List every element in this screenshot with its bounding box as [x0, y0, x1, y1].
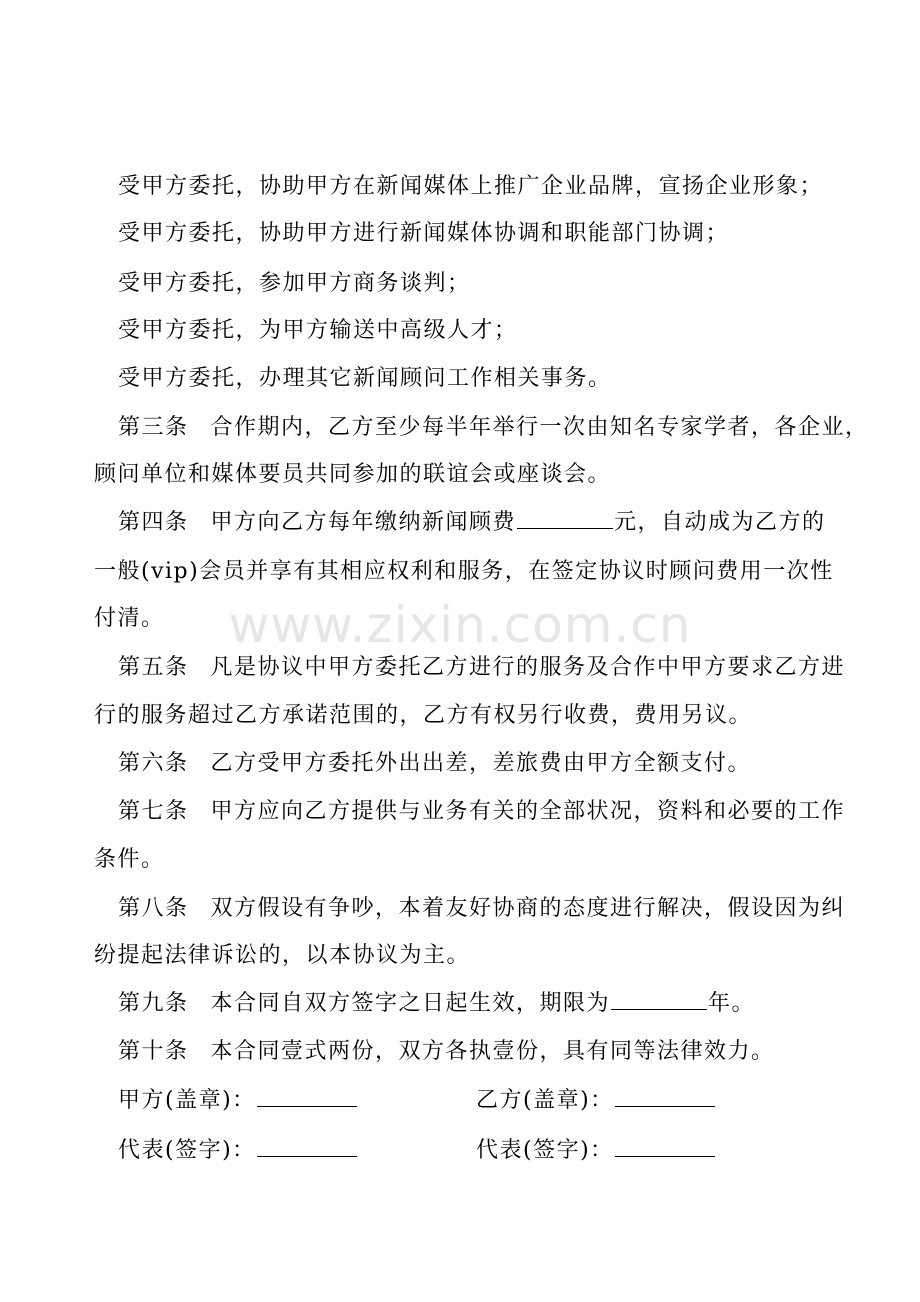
- party-b-seal-label: 乙方(盖章)：: [476, 1088, 614, 1113]
- article-4-line-3: 付清。: [94, 606, 165, 631]
- article-5-line-2: 行的服务超过乙方承诺范围的，乙方有权另行收费，费用另议。: [94, 703, 753, 728]
- article-10-line-1: [94, 1029, 858, 1075]
- article-5-text-1: 凡是协议中甲方委托乙方进行的服务及合作中甲方要求乙方进: [210, 655, 846, 680]
- article-4-line-2: 一般(vip)会员并享有其相应权利和服务，在签定协议时顾问费用一次性: [94, 559, 834, 584]
- article-3-line-1: [94, 405, 869, 451]
- article-10-text-1: 本合同壹式两份，双方各执壹份，具有同等法律效力。: [210, 1039, 775, 1064]
- clause-line-3: 受甲方委托，参加甲方商务谈判；: [118, 271, 471, 296]
- article-9-line-1: [94, 981, 858, 1027]
- party-a-rep-blank[interactable]: [257, 1130, 357, 1157]
- article-6-line-1: [94, 741, 858, 787]
- article-4-title: 第四条: [118, 510, 189, 535]
- article-9-text-1b: 年。: [708, 991, 756, 1016]
- party-a-seal-blank[interactable]: [257, 1080, 357, 1107]
- article-5-line-1: [94, 645, 858, 691]
- clause-line-4: 受甲方委托，为甲方输送中高级人才；: [118, 318, 518, 343]
- article-6-text-1: 乙方受甲方委托外出出差，差旅费由甲方全额支付。: [210, 751, 752, 776]
- article-4-text-1a: 甲方向乙方每年缴纳新闻顾费: [210, 510, 517, 535]
- article-7-line-2: 条件。: [94, 847, 165, 872]
- article-7-title: 第七条: [118, 799, 189, 824]
- article-9-title: 第九条: [118, 991, 189, 1016]
- article-3-line-2: 顾问单位和媒体要员共同参加的联谊会或座谈会。: [94, 462, 612, 487]
- article-8-text-1: 双方假设有争吵，本着友好协商的态度进行解决，假设因为纠: [210, 896, 846, 921]
- article-8-line-2: 纷提起法律诉讼的，以本协议为主。: [94, 943, 471, 968]
- watermark: www.zixin.com.cn: [228, 596, 692, 654]
- party-b-rep-label: 代表(签字)：: [476, 1138, 614, 1163]
- article-8-line-1: [94, 886, 858, 932]
- clause-line-5: 受甲方委托，办理其它新闻顾问工作相关事务。: [118, 366, 612, 391]
- article-5-title: 第五条: [118, 655, 189, 680]
- party-a-rep-label: 代表(签字)：: [118, 1138, 256, 1163]
- article-3-title: 第三条: [118, 415, 189, 440]
- party-a-seal-row: [118, 1078, 358, 1124]
- article-7-text-1: 甲方应向乙方提供与业务有关的全部状况，资料和必要的工作: [210, 799, 846, 824]
- article-3-text-1: 合作期内，乙方至少每半年举行一次由知名专家学者，各企业，: [210, 415, 869, 440]
- party-b-rep-blank[interactable]: [615, 1130, 715, 1157]
- fee-blank[interactable]: [517, 502, 613, 529]
- article-10-title: 第十条: [118, 1039, 189, 1064]
- clause-line-1: 受甲方委托，协助甲方在新闻媒体上推广企业品牌，宣扬企业形象；: [118, 174, 824, 199]
- article-4-text-1b: 元，自动成为乙方的: [614, 510, 826, 535]
- article-6-title: 第六条: [118, 751, 189, 776]
- article-7-line-1: [94, 789, 858, 835]
- party-a-seal-label: 甲方(盖章)：: [118, 1088, 256, 1113]
- party-b-seal-row: [476, 1078, 716, 1124]
- article-4-line-1: [94, 500, 858, 546]
- party-b-rep-row: [476, 1128, 716, 1174]
- term-years-blank[interactable]: [611, 983, 707, 1010]
- article-9-text-1a: 本合同自双方签字之日起生效，期限为: [210, 991, 611, 1016]
- party-a-rep-row: [118, 1128, 358, 1174]
- article-8-title: 第八条: [118, 896, 189, 921]
- party-b-seal-blank[interactable]: [615, 1080, 715, 1107]
- clause-line-2: 受甲方委托，协助甲方进行新闻媒体协调和职能部门协调；: [118, 221, 730, 246]
